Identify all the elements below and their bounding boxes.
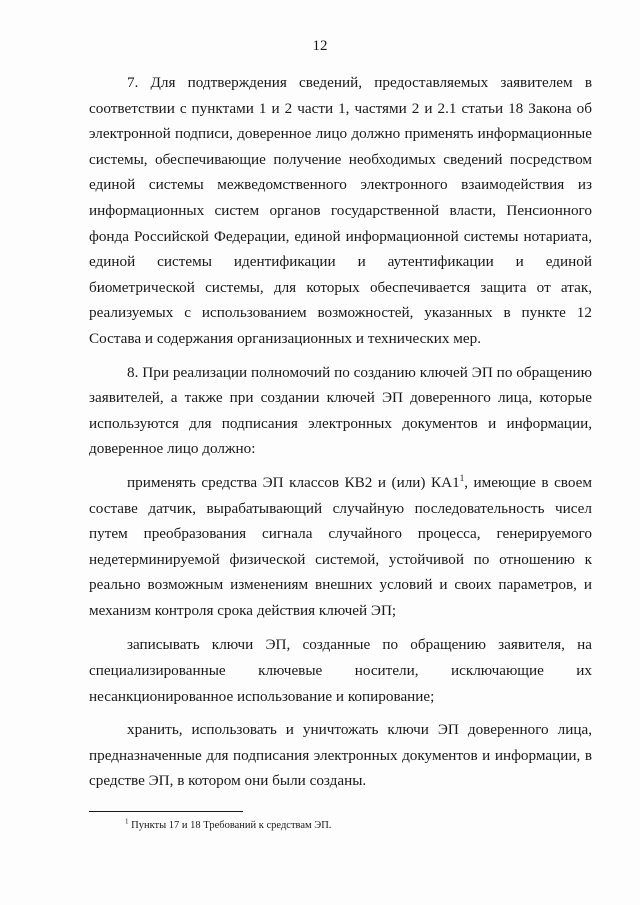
paragraph-item-8: 8. При реализации полномочий по созданию ключей ЭП по обращению заявителей, а также при создании ключей ЭП доверенного лица, которые используются для подписания электронных документов и информации, доверенное лицо должно: bbox=[89, 363, 592, 458]
body-text bbox=[89, 70, 592, 802]
footnote bbox=[125, 819, 331, 833]
apply-means-text: применять средства ЭП классов КВ2 и (или) КА1 bbox=[127, 473, 460, 491]
paragraph-write-keys: записывать ключи ЭП, созданные по обращению заявителя, на специализированные ключевые носители, исключающие их несанкционированное использование и копирование; bbox=[89, 636, 592, 705]
apply-means-text-cont: , имеющие в своем составе датчик, вырабатывающий случайную последовательность чисел путем преобразования сигнала случайного процесса, генерируемого недетерминируемой физической системой, устойчивой по отношению к реально возможным изменениям внешних условий и своих параметров, и механизм контроля срока действия ключей ЭП; bbox=[89, 473, 593, 619]
paragraph-store-keys: хранить, использовать и уничтожать ключи ЭП доверенного лица, предназначенные для подписания электронных документов и информации, в средстве ЭП, в котором они были созданы. bbox=[89, 721, 592, 790]
paragraph-item-7: 7. Для подтверждения сведений, предоставляемых заявителем в соответствии с пунктами 1 и 2 части 1, частями 2 и 2.1 статьи 18 Закона об электронной подписи, доверенное лицо должно применять информационные системы, обеспечивающие получение необходимых сведений посредством единой системы межведомственного электронного взаимодействия из информационных систем органов государственной власти, Пенсионного фонда Российской Федерации, единой информационной системы нотариата, единой системы идентификации и аутентификации и единой биометрической системы, для которых обеспечивается защита от атак, реализуемых с использованием возможностей, указанных в пункте 12 Состава и содержания организационных и технических мер. bbox=[89, 74, 592, 347]
footnote-mark: 1 bbox=[125, 817, 129, 826]
footnote-divider bbox=[89, 811, 243, 812]
footnote-text: Пункты 17 и 18 Требований к средствам ЭП. bbox=[128, 820, 332, 831]
paragraph-apply-means bbox=[89, 470, 592, 624]
page-number: 12 bbox=[312, 38, 328, 54]
footnote-reference: 1 bbox=[459, 472, 465, 483]
